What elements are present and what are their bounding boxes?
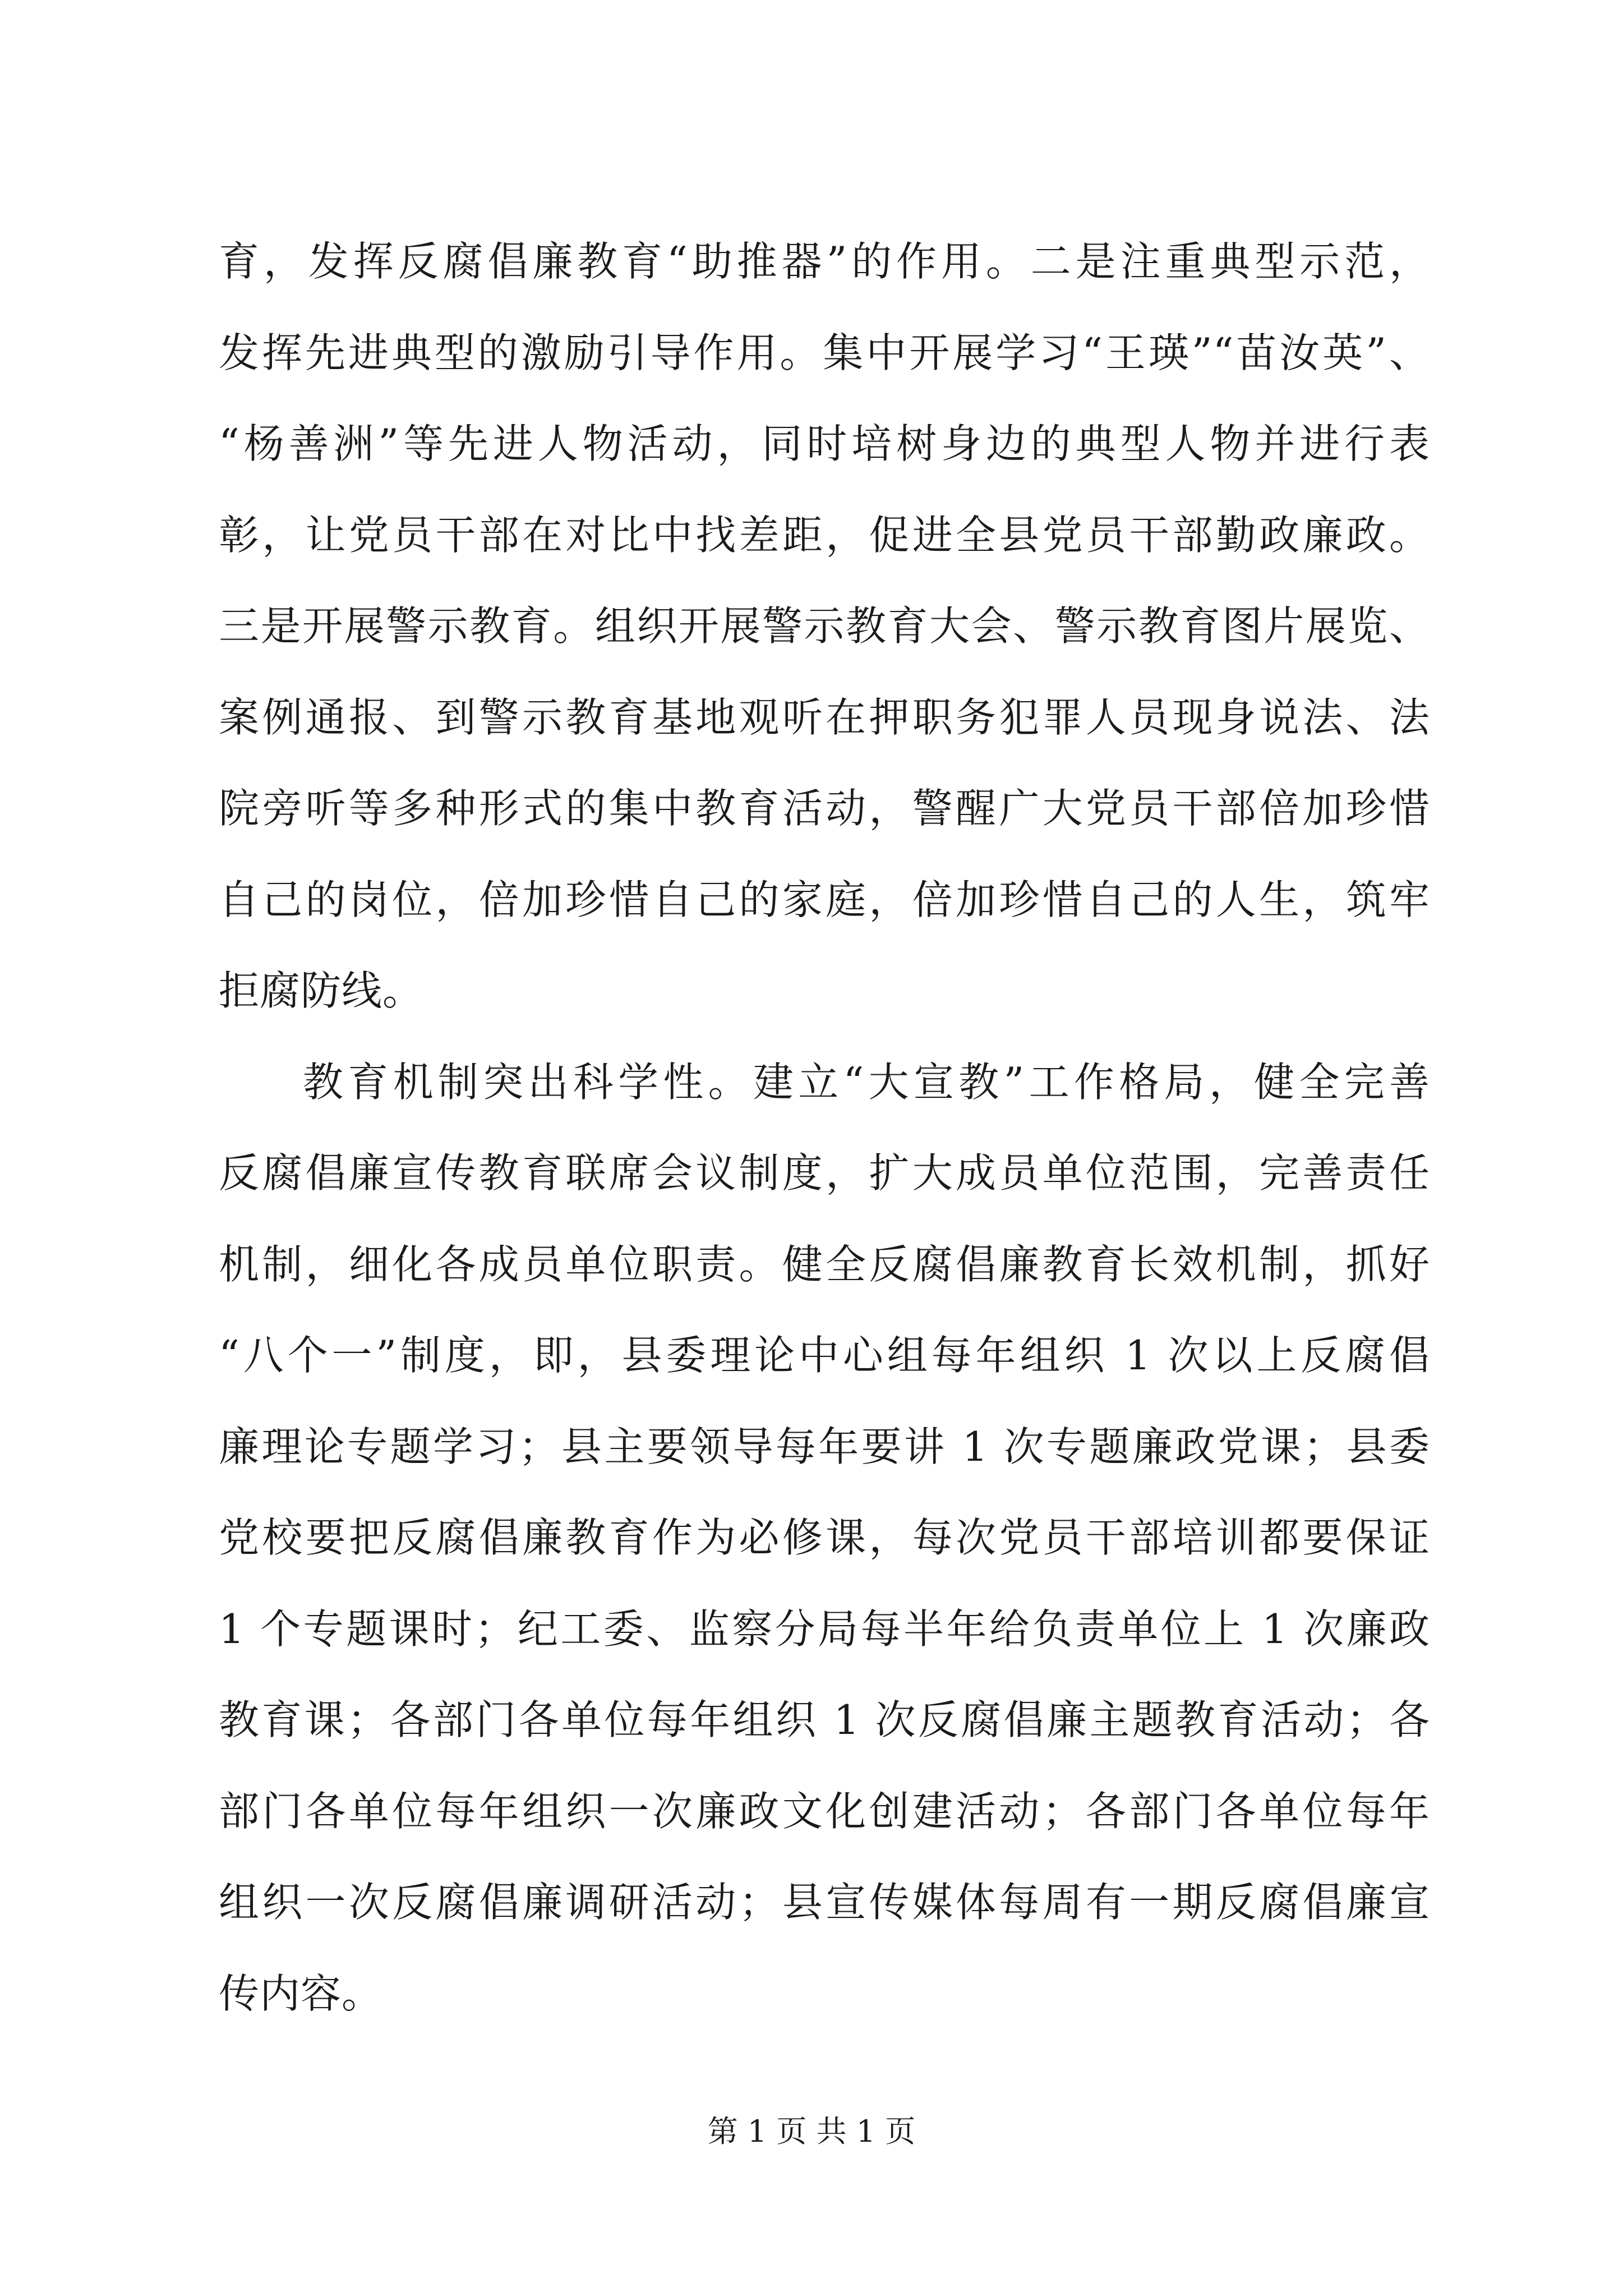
text-line: 三是开展警示教育。组织开展警示教育大会、警示教育图片展览、 [219, 602, 1430, 650]
text-line: “杨善洲”等先进人物活动，同时培树身边的典型人物并进行表 [219, 420, 1430, 467]
paragraph [219, 1037, 1430, 2040]
text-line: 教育课；各部门各单位每年组织 1 次反腐倡廉主题教育活动；各 [219, 1696, 1430, 1743]
text-line: 拒腐防线。 [219, 967, 424, 1014]
text-line: 机制，细化各成员单位职责。健全反腐倡廉教育长效机制，抓好 [219, 1240, 1430, 1288]
text-line: 反腐倡廉宣传教育联席会议制度，扩大成员单位范围，完善责任 [219, 1149, 1430, 1197]
text-line: 党校要把反腐倡廉教育作为必修课，每次党员干部培训都要保证 [219, 1514, 1430, 1561]
text-line: “八个一”制度，即，县委理论中心组每年组织 1 次以上反腐倡 [219, 1332, 1430, 1379]
text-line: 组织一次反腐倡廉调研活动；县宣传媒体每周有一期反腐倡廉宣 [219, 1879, 1430, 1926]
text-line: 发挥先进典型的激励引导作用。集中开展学习“王瑛”“苗汝英”、 [219, 329, 1430, 376]
text-line: 传内容。 [219, 1970, 383, 2017]
text-line: 部门各单位每年组织一次廉政文化创建活动；各部门各单位每年 [219, 1787, 1430, 1835]
page-footer: 第 1 页 共 1 页 [707, 2114, 916, 2149]
paragraph [219, 216, 1430, 1037]
text-line: 自己的岗位，倍加珍惜自己的家庭，倍加珍惜自己的人生，筑牢 [219, 876, 1430, 923]
document-body [219, 216, 1430, 2039]
text-line: 案例通报、到警示教育基地观听在押职务犯罪人员现身说法、法 [219, 693, 1430, 741]
text-line: 彰，让党员干部在对比中找差距，促进全县党员干部勤政廉政。 [219, 511, 1430, 559]
text-line: 廉理论专题学习；县主要领导每年要讲 1 次专题廉政党课；县委 [219, 1423, 1430, 1470]
text-line: 育，发挥反腐倡廉教育“助推器”的作用。二是注重典型示范， [219, 238, 1430, 285]
text-line: 教育机制突出科学性。建立“大宣教”工作格局，健全完善 [303, 1058, 1430, 1106]
text-line: 院旁听等多种形式的集中教育活动，警醒广大党员干部倍加珍惜 [219, 785, 1430, 832]
text-line: 1 个专题课时；纪工委、监察分局每半年给负责单位上 1 次廉政 [219, 1605, 1430, 1653]
